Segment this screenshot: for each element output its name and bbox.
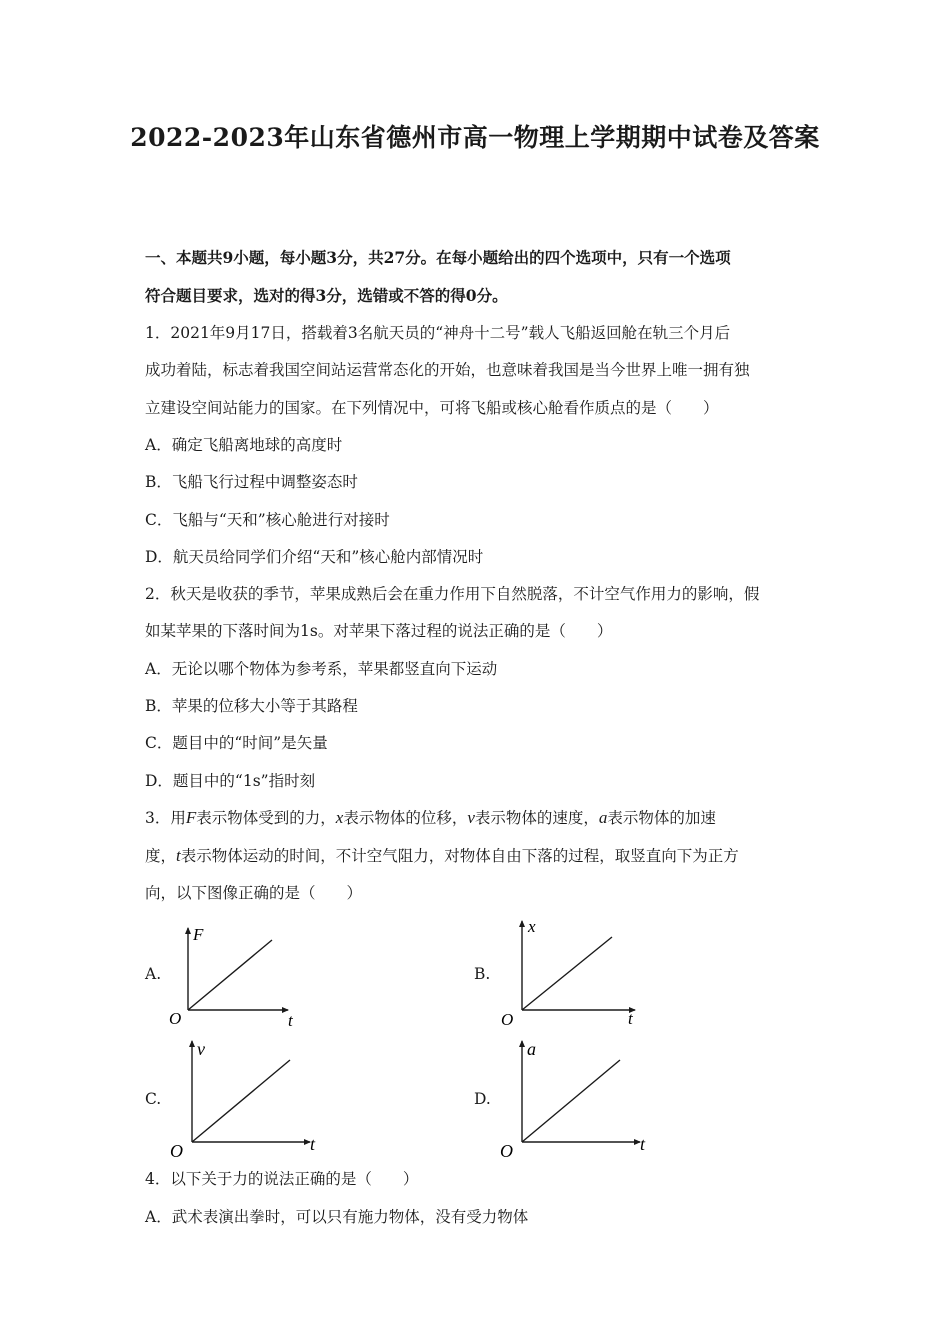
option-a-graph bbox=[160, 920, 310, 1030]
symbol-x: x bbox=[335, 808, 344, 827]
document-title: 2022-2023年山东省德州市高一物理上学期期中试卷及答案 bbox=[130, 123, 820, 152]
stem-text: 表示物体受到的力， bbox=[196, 809, 336, 827]
x-axis-label: t bbox=[628, 1009, 633, 1028]
option-d-graph bbox=[490, 1035, 655, 1160]
stem-text: 表示物体的速度， bbox=[474, 809, 599, 827]
question-1-stem-line-1: 1．2021年9月17日，搭载着3名航天员的“神舟十二号”载人飞船返回舱在轨三个月后 bbox=[145, 324, 731, 342]
question-4-option-a: A．武术表演出拳时，可以只有施力物体，没有受力物体 bbox=[145, 1208, 529, 1226]
question-3-option-c-label: C. bbox=[145, 1090, 162, 1108]
option-c-graph bbox=[160, 1035, 325, 1160]
question-3-stem-line-1 bbox=[145, 807, 716, 829]
question-2-option-c: C．题目中的“时间”是矢量 bbox=[145, 734, 328, 752]
stem-text: 表示物体的加速 bbox=[607, 809, 716, 827]
symbol-t: t bbox=[176, 846, 181, 865]
question-3-option-b-label: B. bbox=[474, 965, 491, 983]
y-axis-label: a bbox=[527, 1039, 536, 1059]
x-axis-label: t bbox=[288, 1011, 293, 1030]
question-1-option-b: B．飞船飞行过程中调整姿态时 bbox=[145, 473, 358, 491]
origin-label: O bbox=[169, 1009, 182, 1028]
symbol-F: F bbox=[185, 808, 197, 827]
question-1-option-a: A．确定飞船离地球的高度时 bbox=[145, 436, 343, 454]
question-3-stem-line-3: 向，以下图像正确的是（ ） bbox=[145, 884, 363, 902]
stem-text: 表示物体的位移， bbox=[343, 809, 468, 827]
question-1-stem-line-3: 立建设空间站能力的国家。在下列情况中，可将飞船或核心舱看作质点的是（ ） bbox=[145, 399, 719, 417]
question-1-option-d: D．航天员给同学们介绍“天和”核心舱内部情况时 bbox=[145, 548, 484, 566]
question-3-option-d-label: D. bbox=[474, 1090, 491, 1108]
y-axis-label: x bbox=[528, 917, 536, 936]
option-b-graph bbox=[490, 915, 645, 1030]
question-3-stem-line-2 bbox=[145, 845, 739, 867]
stem-text: 度， bbox=[145, 847, 177, 865]
symbol-a: a bbox=[598, 808, 608, 827]
graph-line bbox=[192, 1060, 290, 1142]
y-axis-label: v bbox=[197, 1039, 205, 1059]
x-axis-label: t bbox=[640, 1134, 646, 1154]
x-axis-label: t bbox=[310, 1134, 316, 1154]
question-2-option-a: A．无论以哪个物体为参考系，苹果都竖直向下运动 bbox=[145, 660, 498, 678]
y-axis-label: F bbox=[193, 925, 204, 944]
origin-label: O bbox=[501, 1010, 514, 1029]
symbol-v: v bbox=[467, 808, 475, 827]
question-2-stem-line-1: 2．秋天是收获的季节，苹果成熟后会在重力作用下自然脱落，不计空气作用力的影响，假 bbox=[145, 585, 760, 603]
graph-line bbox=[522, 1060, 620, 1142]
graph-line bbox=[188, 940, 272, 1010]
question-2-option-d: D．题目中的“1s”指时刻 bbox=[145, 772, 316, 790]
question-2-stem-line-2: 如某苹果的下落时间为1s。对苹果下落过程的说法正确的是（ ） bbox=[145, 622, 613, 640]
question-3-option-a-label: A. bbox=[145, 965, 162, 983]
stem-text: 表示物体运动的时间，不计空气阻力，对物体自由下落的过程，取竖直向下为正方 bbox=[180, 847, 739, 865]
question-3-number: 3．用 bbox=[145, 809, 186, 827]
origin-label: O bbox=[500, 1141, 513, 1160]
section-1-instructions-line-1: 一、本题共9小题，每小题3分，共27分。在每小题给出的四个选项中，只有一个选项 bbox=[145, 248, 731, 267]
question-1-stem-line-2: 成功着陆，标志着我国空间站运营常态化的开始，也意味着我国是当今世界上唯一拥有独 bbox=[145, 361, 750, 379]
graph-line bbox=[522, 937, 612, 1010]
question-4-stem-line-1: 4．以下关于力的说法正确的是（ ） bbox=[145, 1170, 419, 1188]
origin-label: O bbox=[170, 1141, 183, 1160]
question-1-option-c: C．飞船与“天和”核心舱进行对接时 bbox=[145, 511, 390, 529]
section-1-instructions-line-2: 符合题目要求，选对的得3分，选错或不答的得0分。 bbox=[145, 286, 508, 305]
question-2-option-b: B．苹果的位移大小等于其路程 bbox=[145, 697, 358, 715]
